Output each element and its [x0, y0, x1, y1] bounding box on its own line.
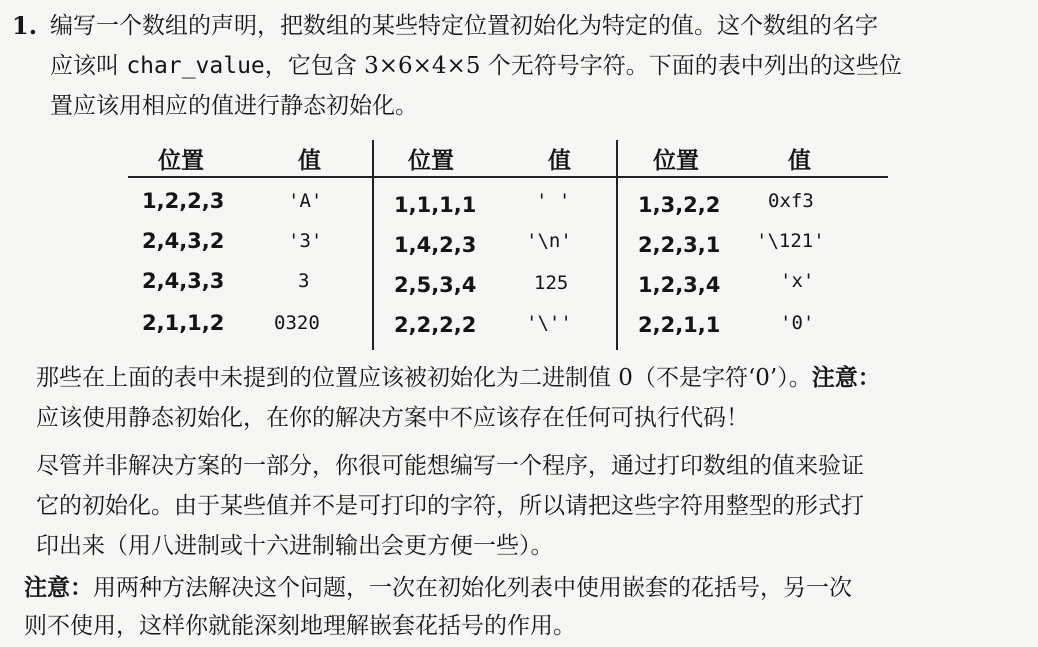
paragraph-note-2 — [24, 570, 852, 606]
table-cell: 'x' — [780, 270, 815, 292]
note-label-1: 注意： — [811, 364, 881, 391]
paragraph-uninitialized-text: 那些在上面的表中未提到的位置应该被初始化为二进制值 0（不是字符‘0’）。 — [36, 365, 812, 391]
table-cell: '\'' — [526, 312, 572, 334]
paragraph-note-2-line-2: 则不使用，这样你就能深刻地理解嵌套花括号的作用。 — [24, 613, 576, 639]
intro-line-2-pre: 应该叫 — [50, 53, 127, 79]
table-cell: 2,2,2,2 — [394, 313, 477, 337]
table-cell: '3' — [288, 230, 323, 252]
table-cell: ' ' — [536, 190, 571, 212]
table-cell: 1,1,1,1 — [394, 193, 477, 217]
note-label-2: 注意： — [24, 574, 93, 601]
intro-line-1: 编写一个数组的声明，把数组的某些特定位置初始化为特定的值。这个数组的名字 — [50, 13, 878, 39]
paragraph-verify-line-1: 尽管并非解决方案的一部分，你很可能想编写一个程序，通过打印数组的值来验证 — [36, 453, 864, 479]
table-cell: 2,2,1,1 — [638, 313, 721, 337]
table-cell: 1,2,2,3 — [142, 189, 225, 213]
header-value-1: 值 — [298, 148, 321, 174]
paragraph-static-init: 应该使用静态初始化，在你的解决方案中不应该存在任何可执行代码！ — [36, 405, 749, 431]
initialization-table — [128, 140, 888, 350]
header-position-3: 位置 — [653, 148, 699, 174]
table-cell: 2,5,3,4 — [394, 273, 477, 297]
table-cell: 2,4,3,3 — [142, 269, 225, 293]
header-rule — [128, 176, 888, 178]
paragraph-verify-line-2: 它的初始化。由于某些值并不是可打印的字符，所以请把这些字符用整型的形式打 — [36, 493, 864, 519]
table-cell: 2,1,1,2 — [142, 311, 225, 335]
header-position-2: 位置 — [408, 148, 454, 174]
table-cell: 125 — [534, 272, 569, 294]
table-cell: '0' — [780, 312, 815, 334]
table-cell: 1,2,3,4 — [638, 273, 721, 297]
intro-line-2-post: ，它包含 3×6×4×5 个无符号字符。下面的表中列出的这些位 — [264, 53, 902, 79]
array-name-code: char_value — [126, 53, 265, 79]
table-cell: '\n' — [526, 230, 572, 252]
column-divider-2 — [616, 140, 618, 350]
intro-line-2 — [50, 48, 902, 84]
table-cell: 0320 — [274, 312, 320, 334]
paragraph-uninitialized — [36, 360, 881, 396]
table-cell: 0xf3 — [768, 190, 814, 212]
table-cell: 2,2,3,1 — [638, 233, 721, 257]
paragraph-verify-line-3: 印出来（用八进制或十六进制输出会更方便一些）。 — [36, 533, 554, 559]
header-value-3: 值 — [788, 148, 811, 174]
question-number: 1. — [12, 11, 38, 40]
table-cell: 'A' — [288, 190, 323, 212]
header-position-1: 位置 — [158, 148, 204, 174]
table-cell: 3 — [298, 270, 310, 292]
table-cell: 1,4,2,3 — [394, 233, 477, 257]
table-cell: '\121' — [756, 230, 825, 252]
header-value-2: 值 — [548, 148, 571, 174]
paragraph-note-2-text: 用两种方法解决这个问题，一次在初始化列表中使用嵌套的花括号，另一次 — [93, 575, 852, 601]
table-cell: 2,4,3,2 — [142, 229, 225, 253]
table-cell: 1,3,2,2 — [638, 193, 721, 217]
column-divider-1 — [372, 140, 374, 350]
intro-line-3: 置应该用相应的值进行静态初始化。 — [50, 93, 418, 119]
